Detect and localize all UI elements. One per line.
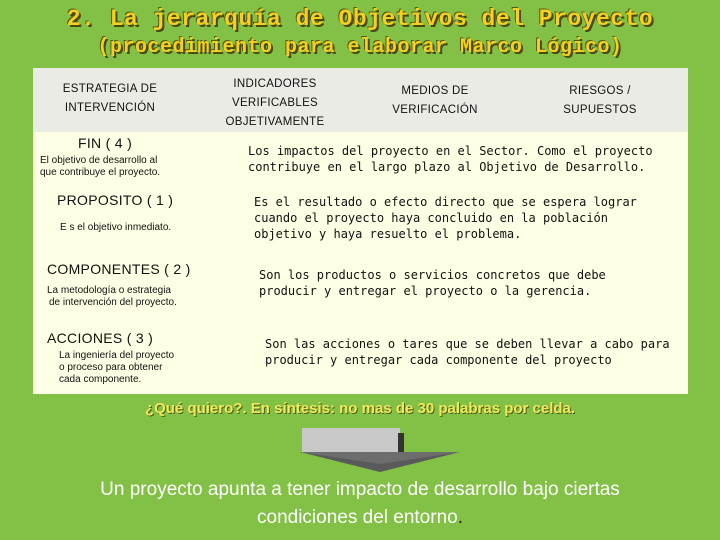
level-label: PROPOSITO ( 1 ) — [57, 192, 174, 208]
row-acciones-indicator-text: Son las acciones o tares que se deben llevar a cabo para producir y entregar cada componente del proyecto — [265, 337, 670, 367]
header-riesgos: RIESGOS / SUPUESTOS — [563, 85, 637, 116]
level-description: E s el objetivo inmediato. — [60, 222, 172, 233]
header-medios: MEDIOS DE VERIFICACIÓN — [392, 85, 478, 116]
header-estrategia: ESTRATEGIA DE INTERVENCIÓN — [62, 83, 158, 114]
slide-subtitle: (procedimiento para elaborar Marco Lógico) — [97, 36, 623, 59]
row-proposito-strategy — [57, 192, 227, 234]
row-componentes-strategy — [47, 261, 222, 309]
conclusion-text: Un proyecto apunta a tener impacto de desarrollo bajo ciertas condiciones del entorno. — [100, 479, 620, 528]
level-description: La ingeniería del proyecto o proceso para obtener cada componente. — [59, 350, 175, 385]
level-label: FIN ( 4 ) — [78, 135, 133, 151]
level-description: La metodología o estrategia de intervención del proyecto. — [47, 285, 177, 308]
row-fin-strategy — [40, 135, 210, 179]
down-arrow-icon — [300, 428, 460, 481]
row-fin-indicator-text: Los impactos del proyecto en el Sector. Como el proyecto contribuye en el largo plazo al Objetivo de Desarrollo. — [248, 144, 653, 174]
row-acciones-strategy — [47, 330, 222, 386]
level-description: El objetivo de desarrollo al que contribuye el proyecto. — [40, 155, 161, 178]
level-label: ACCIONES ( 3 ) — [47, 330, 154, 346]
row-componentes-indicator-text: Son los productos o servicios concretos que debe producir y entregar el proyecto o la gerencia. — [259, 268, 606, 298]
row-proposito-indicator-text: Es el resultado o efecto directo que se espera lograr cuando el proyecto haya concluido en la población objetivo y haya resuelto el problema. — [254, 195, 637, 241]
header-indicadores: INDICADORES VERIFICABLES OBJETIVAMENTE — [225, 78, 325, 128]
level-label: COMPONENTES ( 2 ) — [47, 261, 191, 277]
synthesis-question: ¿Qué quiero?. En síntesis: no mas de 30 palabras por celda. — [144, 400, 576, 417]
slide-title: 2. La jerarquía de Objetivos del Proyecto — [66, 6, 654, 32]
